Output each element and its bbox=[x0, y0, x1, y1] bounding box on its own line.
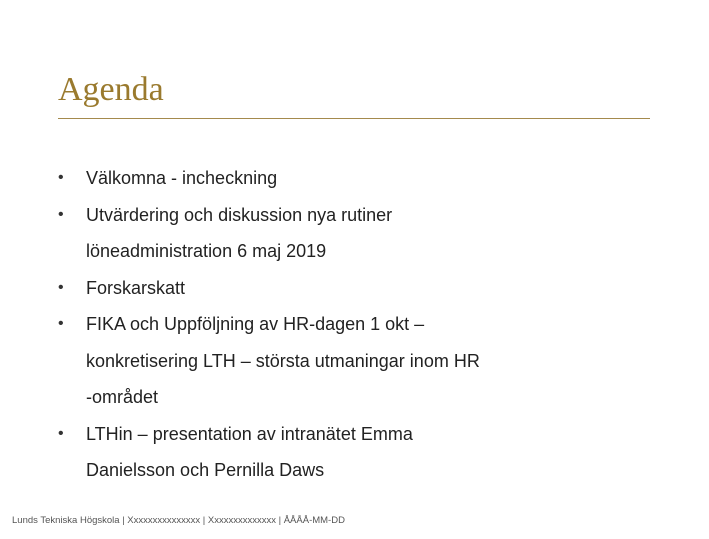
agenda-item-text: Utvärdering och diskussion nya rutiner bbox=[86, 204, 393, 225]
agenda-item-text: Forskarskatt bbox=[86, 277, 186, 298]
slide-title: Agenda bbox=[58, 71, 164, 108]
agenda-item-5 bbox=[58, 416, 658, 489]
agenda-item-text: konkretisering LTH – största utmaningar inom HR bbox=[86, 350, 480, 371]
slide-footer: Lunds Tekniska Högskola | Xxxxxxxxxxxxxxx | Xxxxxxxxxxxxxx | ÅÅÅÅ-MM-DD bbox=[12, 515, 345, 526]
agenda-item-3 bbox=[58, 270, 658, 307]
bullet-icon: • bbox=[58, 315, 64, 332]
agenda-item-text: FIKA och Uppföljning av HR-dagen 1 okt – bbox=[86, 314, 425, 334]
agenda-item-text: LTHin – presentation av intranätet Emma bbox=[86, 423, 413, 444]
bullet-icon: • bbox=[58, 169, 64, 186]
agenda-item-text: -området bbox=[86, 387, 159, 407]
agenda-list bbox=[58, 160, 658, 489]
bullet-icon: • bbox=[58, 424, 64, 442]
agenda-item-text: Danielsson och Pernilla Daws bbox=[86, 460, 325, 480]
bullet-icon: • bbox=[58, 278, 64, 296]
agenda-item-text: löneadministration 6 maj 2019 bbox=[86, 241, 327, 261]
title-divider bbox=[58, 118, 650, 119]
agenda-item-2 bbox=[58, 197, 658, 270]
bullet-icon: • bbox=[58, 205, 64, 223]
agenda-item-4 bbox=[58, 306, 658, 416]
agenda-item-1 bbox=[58, 160, 658, 197]
agenda-item-text: Välkomna - incheckning bbox=[86, 168, 278, 188]
